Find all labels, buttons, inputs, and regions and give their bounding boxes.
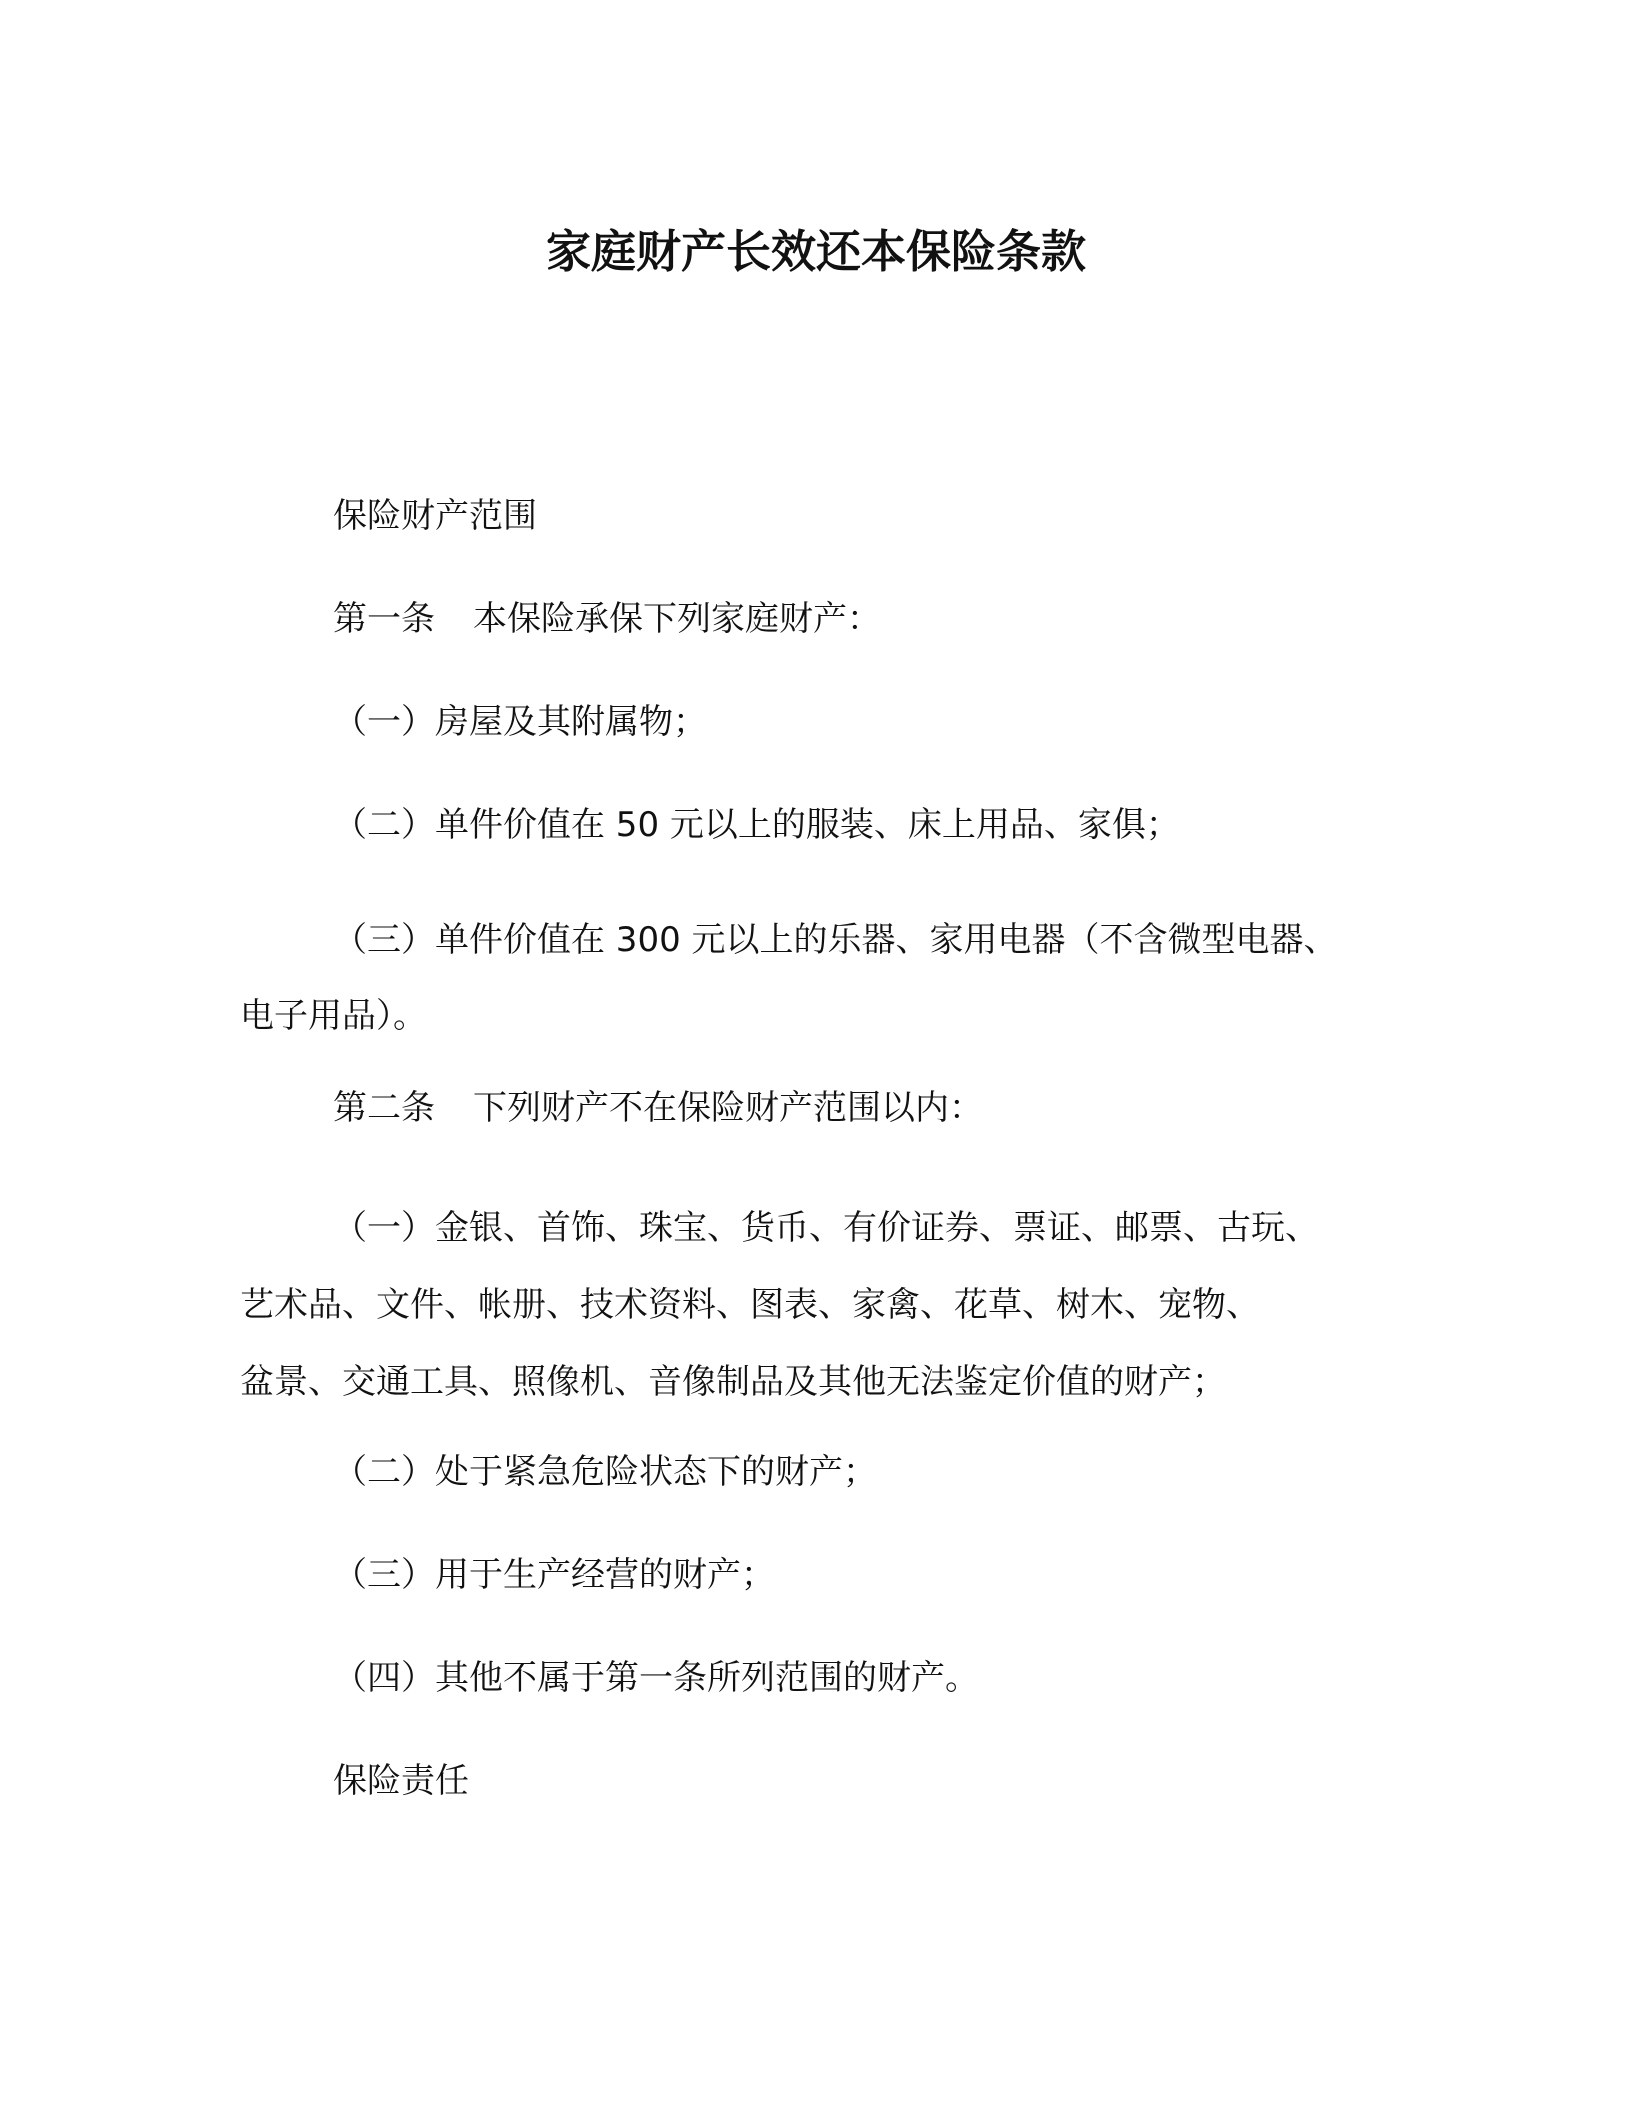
article-2-item-3: （三）用于生产经营的财产； xyxy=(333,1555,775,1595)
article-1-item-3 xyxy=(240,902,1410,1054)
article-1-item-2: （二）单件价值在 50 元以上的服装、床上用品、家俱； xyxy=(333,805,1180,845)
article-1-text: 本保险承保下列家庭财产： xyxy=(473,599,881,639)
article-1 xyxy=(333,593,1503,645)
article-2-item-1-line-1: （一）金银、首饰、珠宝、货币、有价证券、票证、邮票、古玩、 xyxy=(333,1208,1319,1248)
article-2-item-2: （二）处于紧急危险状态下的财产； xyxy=(333,1452,877,1492)
article-2-item-1-line-2: 艺术品、文件、帐册、技术资料、图表、家禽、花草、树木、宠物、 xyxy=(240,1285,1260,1325)
article-2 xyxy=(333,1082,1503,1134)
article-1-item-3-line-2: 电子用品）。 xyxy=(240,996,427,1036)
article-2-label: 第二条 xyxy=(333,1088,435,1128)
article-1-label: 第一条 xyxy=(333,599,435,639)
section-heading-coverage: 保险财产范围 xyxy=(333,496,537,536)
article-1-item-3-line-1: （三）单件价值在 300 元以上的乐器、家用电器（不含微型电器、 xyxy=(333,920,1338,960)
article-1-item-1: （一）房屋及其附属物； xyxy=(333,702,707,742)
section-heading-liability: 保险责任 xyxy=(333,1761,469,1801)
article-2-item-1-line-3: 盆景、交通工具、照像机、音像制品及其他无法鉴定价值的财产； xyxy=(240,1362,1226,1402)
document-title: 家庭财产长效还本保险条款 xyxy=(545,225,1086,278)
article-2-item-4: （四）其他不属于第一条所列范围的财产。 xyxy=(333,1658,979,1698)
article-2-text: 下列财产不在保险财产范围以内： xyxy=(473,1088,983,1128)
article-2-item-1 xyxy=(240,1190,1410,1421)
